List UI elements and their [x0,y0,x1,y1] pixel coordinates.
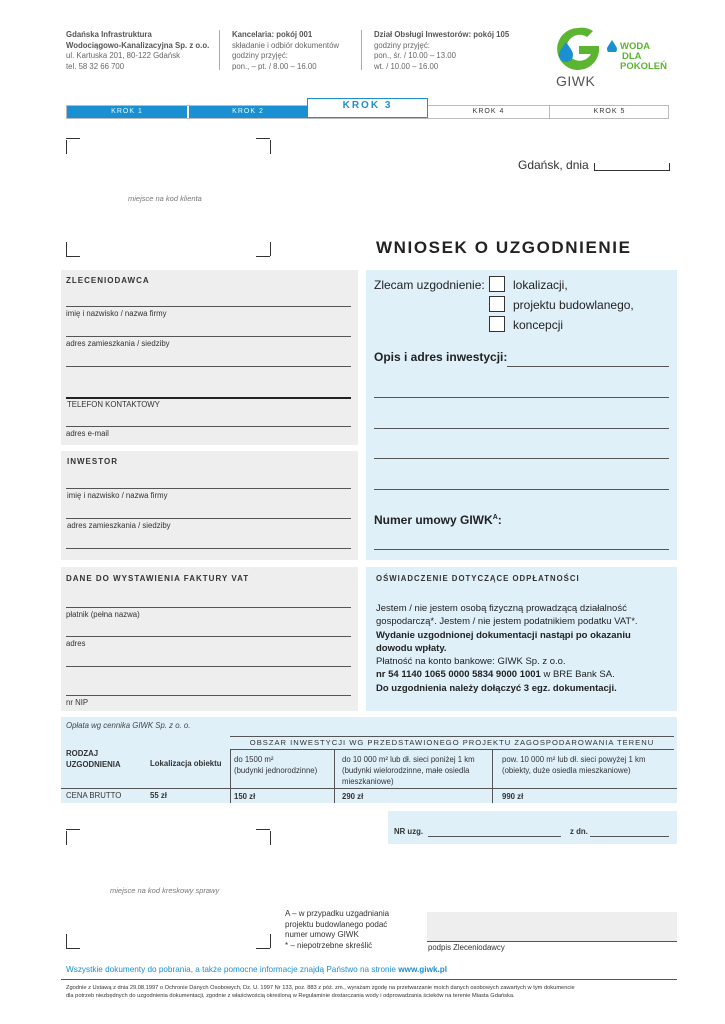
fees-vrule [230,749,231,803]
investors-line: wt. / 10.00 – 16.00 [374,61,439,71]
investor-title: INWESTOR [67,457,118,466]
company-name-2: Wodociągowo-Kanalizacyjna Sp. z o.o. [66,40,210,50]
option-projektu: projektu budowlanego, [513,298,634,312]
client-address-label: adres zamieszkania / siedziby [66,339,170,348]
col-2-header [342,754,490,787]
statement-line: Płatność na konto bankowe: GIWK Sp. z o.o. [376,656,566,668]
crop-mark [66,242,67,256]
giwk-logo-icon [553,24,603,76]
invoice-title: DANE DO WYSTAWIENIA FAKTURY VAT [66,574,250,583]
company-address: ul. Kartuska 201, 80-122 Gdańsk [66,51,180,60]
fees-rule [230,736,674,737]
col-1-desc: (budynki jednorodzinne) [234,766,318,775]
company-phone: tel. 58 32 66 700 [66,61,125,71]
client-panel [61,270,358,445]
crop-mark [270,242,271,256]
col-2-desc: (budynki wielorodzinne, małe osiedla mieszkaniowe) [342,766,470,786]
reg-nr-label: NR uzg. [394,827,424,836]
office-line: składanie i odbiór dokumentów [232,40,340,50]
signature-line [427,941,677,942]
col-2-title: do 10 000 m² lub dł. sieci poniżej 1 km [342,755,475,764]
checkbox-projektu[interactable] [489,296,505,312]
steps-bar [66,100,669,119]
client-title: ZLECENIODAWCA [66,276,150,285]
statement-title: OŚWIADCZENIE DOTYCZĄCE ODPŁATNOŚCI [376,574,580,583]
crop-mark [66,831,67,845]
client-address-field[interactable] [66,336,351,337]
date-field[interactable] [594,170,670,171]
col-3-desc: (obiekty, duże osiedla mieszkaniowe) [502,766,631,775]
invoice-nip-label: nr NIP [66,698,89,707]
invoice-panel [61,567,358,711]
client-name-label: imię i nazwisko / nazwa firmy [66,309,167,318]
statement-line: Jestem / nie jestem osobą fizyczną prowadzącą działalność [376,603,627,614]
invoice-address-label: adres [66,639,86,648]
investment-desc-label: Opis i adres inwestycji: [374,350,508,364]
footer-rule [61,979,677,980]
slogan-line: WODA [620,41,651,52]
date-field-tick [669,163,670,171]
slogan-line: POKOLEŃ [620,61,667,72]
contract-label-text: Numer umowy GIWK [374,513,493,527]
investors-line: pon., śr. / 10.00 – 13.00 [374,51,456,60]
investment-desc-field[interactable] [507,366,669,367]
client-code-caption: miejsce na kod klienta [128,194,202,203]
gdpr-line: Zgodnie z Ustawą z dnia 29.08.1997 o Ochronie Danych Osobowych, Dz. U. 1997 Nr 133, poz. 883 z póź. zm., wyrażam zgodę na przetwarzanie moich danych osobowych zawartych w tym dokumencie [66,985,575,991]
invoice-address-field[interactable] [66,636,351,637]
price-1: 150 zł [234,792,256,801]
client-email-label: adres e-mail [66,429,109,438]
statement-line: Wydanie uzgodnionej dokumentacji nastąpi po okazaniu [376,629,631,641]
investor-name-label: imię i nazwisko / nazwa firmy [67,491,168,500]
slogan-line: DLA [622,51,642,62]
investment-desc-field-2[interactable] [374,397,669,398]
date-field-tick [594,163,595,171]
price-row-label: CENA BRUTTO [66,791,122,800]
statement-line: gospodarczą*. Jestem / nie jestem podatnikiem podatku VAT*. [376,616,638,628]
col-1-title: do 1500 m² [234,755,274,764]
statement-line: Do uzgodnienia należy dołączyć 3 egz. dokumentacji. [376,682,617,694]
investor-name-field[interactable] [66,488,351,489]
crop-mark [66,934,67,948]
order-panel [366,270,677,560]
step-5: KROK 5 [549,106,669,118]
signature-label: podpis Zleceniodawcy [428,943,505,952]
crop-mark [66,138,80,139]
header-divider [361,30,362,70]
fees-vrule [334,749,335,803]
crop-mark [270,831,271,845]
slogan [620,42,667,72]
investor-address-field-2[interactable] [66,548,351,549]
client-address-field-2[interactable] [66,366,351,367]
bank-account: nr 54 1140 1065 0000 5834 9000 1001 [376,669,541,681]
office-line: pon., – pt. / 8.00 – 16.00 [232,61,317,71]
gdpr-consent [66,984,677,1000]
price-2: 290 zł [342,792,364,801]
investor-address-label: adres zamieszkania / siedziby [67,521,171,530]
step-2: KROK 2 [188,106,307,118]
giwk-logo-text: GIWK [556,73,596,89]
contract-sup: A [492,514,498,521]
contract-field[interactable] [374,549,669,550]
client-phone-field[interactable] [66,397,351,399]
header-divider [219,30,220,70]
investment-desc-field-5[interactable] [374,489,669,490]
crop-mark [256,138,270,139]
signature-field[interactable] [427,912,677,941]
fees-vrule [492,749,493,803]
crop-mark [66,140,67,154]
reg-nr-field[interactable] [428,836,561,837]
giwk-logo [553,24,603,90]
gdpr-line: dla potrzeb niezbędnych do uzgodnienia dokumentacji, zgodnie z właściwością określoną w Regulaminie dostarczania wody i odprowadzania ścieków na terenie Miasta Gdańska. [66,993,515,999]
note-line: A – w przypadku uzgadniania [285,909,390,918]
crop-mark [270,140,271,154]
crop-mark [256,948,270,949]
client-name-field[interactable] [66,306,351,307]
step-1: KROK 1 [67,106,187,118]
col-type-header: RODZAJ UZGODNIENIA [66,749,121,769]
drop-icon [607,40,617,52]
col-3-header [502,754,674,776]
investors-title: Dział Obsługi Inwestorów: pokój 105 [374,30,510,39]
office-info [232,30,339,72]
step-4: KROK 4 [472,108,505,115]
statement-panel [366,567,677,711]
barcode-caption: miejsce na kod kreskowy sprawy [110,886,220,895]
office-line: godziny przyjęć: [232,51,288,60]
area-header: OBSZAR INWESTYCJI WG PRZEDSTAWIONEGO PROJEKTU ZAGOSPODAROWANIA TERENU [249,738,655,747]
download-text: Wszystkie dokumenty do pobrania, a także pomocne informacje znajdą Państwo na stronie [66,965,399,974]
reg-date-label: z dn. [570,827,588,836]
city-date-label: Gdańsk, dnia [518,158,589,172]
option-koncepcji: koncepcji [513,318,564,332]
note-line: numer umowy GIWK [285,930,359,939]
client-email-field[interactable] [66,426,351,427]
investment-desc-field-4[interactable] [374,458,669,459]
invoice-payer-field[interactable] [66,607,351,608]
fees-rule [230,749,674,750]
crop-mark [256,256,270,257]
invoice-nip-field[interactable] [66,695,351,696]
crop-mark [270,934,271,948]
col-loc-header: Lokalizacja obiektu [150,759,222,768]
contract-colon: : [497,513,502,527]
price-loc: 55 zł [150,791,167,800]
investors-line: godziny przyjęć: [374,40,430,50]
crop-mark [66,948,80,949]
website-link[interactable]: www.giwk.pl [398,965,448,974]
col-3-title: pow. 10 000 m² lub dł. sieci powyżej 1 km [502,755,646,764]
invoice-payer-label: płatnik (pełna nazwa) [66,610,140,619]
investment-desc-field-3[interactable] [374,428,669,429]
fees-rule [61,788,677,789]
registration-panel [388,811,677,844]
checkbox-lokalizacji[interactable] [489,276,505,292]
checkbox-koncepcji[interactable] [489,316,505,332]
notes [285,909,389,951]
statement-text [376,602,674,695]
client-phone-label: TELEFON KONTAKTOWY [67,400,160,409]
crop-mark [66,829,80,830]
note-line: * – niepotrzebne skreślić [285,940,373,950]
office-title: Kancelaria: pokój 001 [232,30,313,39]
step-3-current: KROK 3 [307,98,428,118]
fees-caption: Opłata wg cennika GIWK Sp. z o. o. [66,721,191,730]
investor-address-field[interactable] [66,518,351,519]
company-info [66,30,209,72]
crop-mark [256,829,270,830]
investors-info [374,30,509,72]
invoice-address-field-2[interactable] [66,666,351,667]
investor-panel [61,451,358,560]
statement-line: w BRE Bank SA. [540,669,615,681]
contract-label [374,513,502,527]
company-name-1: Gdańska Infrastruktura [66,30,152,39]
order-label: Zlecam uzgodnienie: [374,278,485,292]
note-line: projektu budowlanego podać [285,919,388,929]
crop-mark [66,256,80,257]
option-lokalizacji: lokalizacji, [513,278,568,292]
price-3: 990 zł [502,792,524,801]
page-title: WNIOSEK O UZGODNIENIE [376,238,632,257]
download-info [66,965,447,974]
col-1-header [234,754,332,776]
statement-line: dowodu wpłaty. [376,642,447,654]
reg-date-field[interactable] [590,836,669,837]
